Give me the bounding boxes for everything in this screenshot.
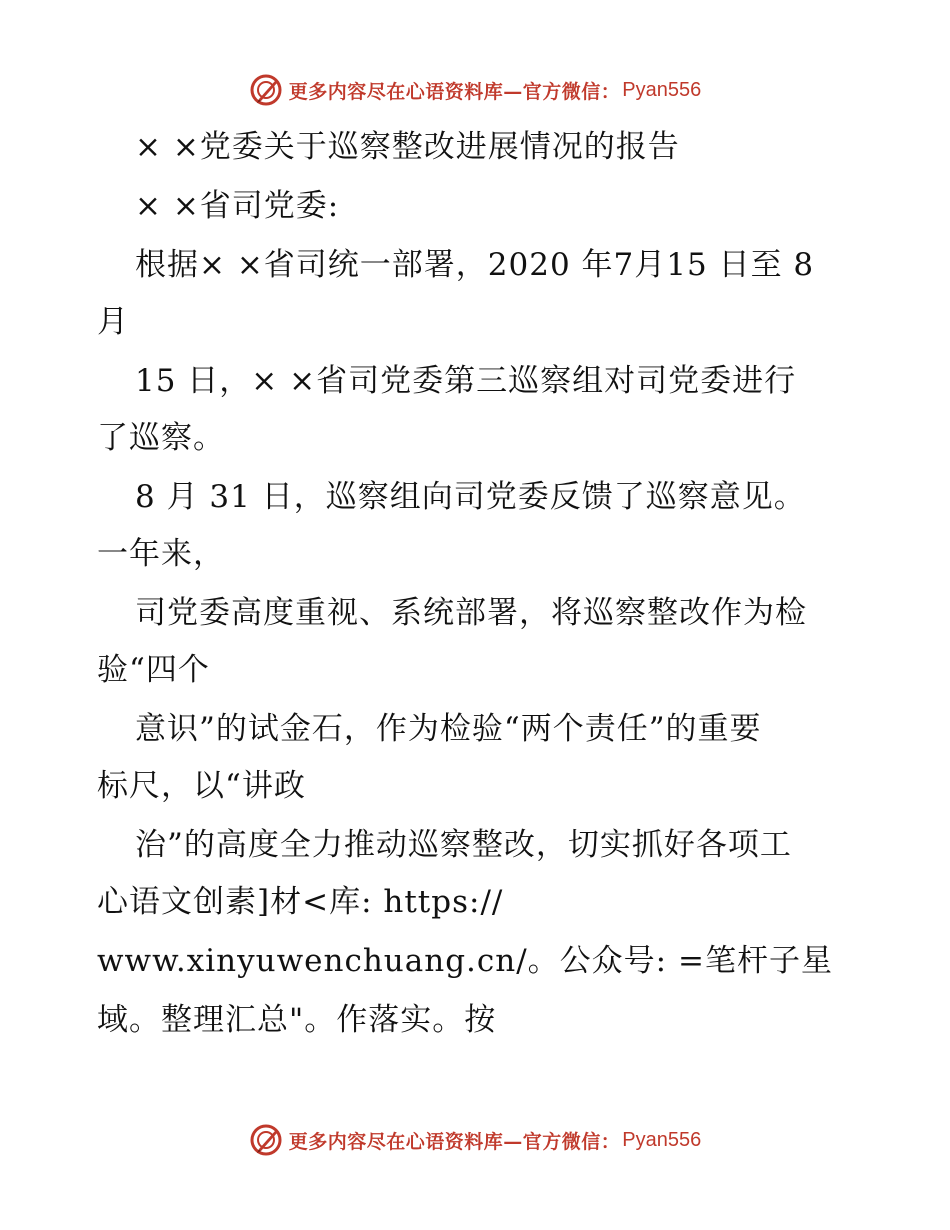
paragraph-line: www.xinyuwenchuang.cn/。公众号: =笔杆子星 — [97, 943, 833, 979]
paragraph-line: 域。整理汇总"。作落实。按 — [97, 1002, 497, 1038]
pen-logo-icon — [249, 1123, 283, 1157]
header-watermark — [0, 70, 950, 110]
watermark-text: 更多内容尽在心语资料库—官方微信： — [288, 80, 621, 103]
paragraph-line: 了巡察。 — [97, 420, 225, 456]
recipient-line: × ×省司党委: — [135, 188, 340, 224]
paragraph-line: 一年来， — [97, 536, 225, 572]
pen-logo-icon — [249, 73, 283, 107]
paragraph-line: 标尺，以“讲政 — [97, 768, 306, 804]
watermark-account: Pyan556 — [622, 78, 702, 101]
paragraph-line: 月 — [97, 304, 129, 340]
paragraph-line: 8 月 31 日，巡察组向司党委反馈了巡察意见。 — [135, 479, 806, 515]
watermark-account: Pyan556 — [622, 1128, 702, 1151]
paragraph-line: 治”的高度全力推动巡察整改，切实抓好各项工 — [135, 827, 792, 863]
paragraph-line: 心语文创素]材<库: https:// — [97, 884, 504, 920]
paragraph-line: 15 日，× ×省司党委第三巡察组对司党委进行 — [135, 363, 797, 399]
paragraph-line: 根据× ×省司统一部署，2020 年7月15 日至 8 — [135, 247, 815, 283]
footer-watermark — [0, 1120, 950, 1160]
paragraph-line: 司党委高度重视、系统部署，将巡察整改作为检 — [135, 595, 807, 631]
document-title: × ×党委关于巡察整改进展情况的报告 — [135, 129, 680, 165]
paragraph-line: 验“四个 — [97, 652, 210, 688]
watermark-text: 更多内容尽在心语资料库—官方微信： — [288, 1130, 621, 1153]
paragraph-line: 意识”的试金石，作为检验“两个责任”的重要 — [135, 711, 762, 747]
